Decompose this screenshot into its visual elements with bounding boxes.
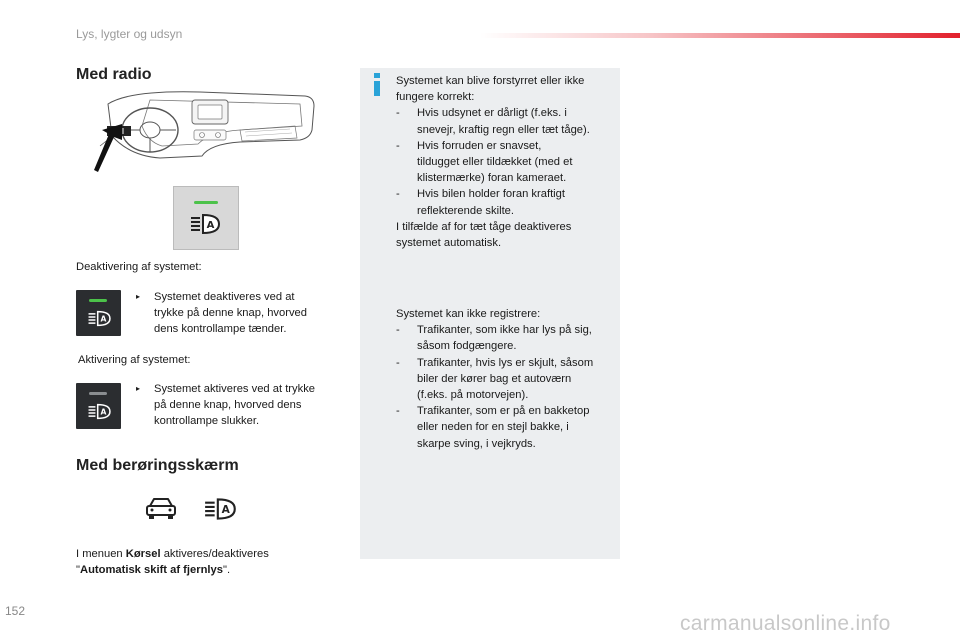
indicator-light-on [194,201,218,204]
high-beam-auto-icon [203,497,239,521]
panel-list-item: - Trafikanter, hvis lys er skjult, såsom biler der kører bag et autoværn (f.eks. på motorvejen). [396,356,594,402]
panel-paragraph: Systemet kan ikke registrere: [396,308,541,320]
activate-instruction: ▸ Systemet aktiveres ved at trykke på denne knap, hvorved dens kontrollampe slukker. [136,383,316,428]
deactivation-label: Deaktivering af systemet: [76,261,202,273]
info-icon [372,73,382,97]
indicator-light-off [89,392,107,395]
button-tile-deactivate [76,290,121,336]
panel-list-item: - Hvis bilen holder foran kraftigt reflekterende skilte. [396,188,565,217]
heading-radio: Med radio [76,66,152,83]
menu-instruction: I menuen Kørsel aktiveres/deaktiveres "Automatisk skift af fjernlys". [76,548,269,577]
button-tile-activate [76,383,121,429]
page-number: 152 [5,604,26,618]
button-tile-large [173,186,239,250]
panel-list-item: - Trafikanter, som ikke har lys på sig, såsom fodgængere. [396,324,592,353]
svg-text:A: A [221,504,230,517]
panel-list-item: - Hvis udsynet er dårligt (f.eks. i snevejr, kraftig regn eller tæt tåge). [396,107,590,136]
indicator-light-on [89,299,107,302]
info-panel-text [396,73,618,251]
car-driving-icon [144,496,178,522]
deactivate-instruction: ▸ Systemet deaktiveres ved at trykke på denne knap, hvorved dens kontrollampe tænder. [136,291,307,336]
bullet-marker: ▸ [136,384,141,393]
svg-text:A: A [206,220,215,231]
pointer-arrow-icon [92,124,126,174]
header-accent-bar [480,33,960,38]
bullet-marker: ▸ [136,292,141,301]
activation-label: Aktivering af systemet: [78,354,191,366]
running-header: Lys, lygter og udsyn [76,27,183,41]
panel-list-item: - Trafikanter, som er på en bakketop eller neden for en stejl bakke, i skarpe sving, i vejkryds. [396,405,590,450]
watermark-brand: carmanualsonline.info [680,612,891,635]
high-beam-auto-icon [87,310,113,327]
svg-text:A: A [100,314,107,324]
high-beam-auto-icon [189,213,223,235]
heading-touchscreen: Med berøringsskærm [76,457,239,474]
high-beam-auto-icon [87,403,113,420]
panel-list-item: - Hvis forruden er snavset, tildugget eller tildækket (med et klistermærke) foran kameraet. [396,139,573,185]
panel-paragraph: I tilfælde af for tæt tåge deaktiveres systemet automatisk. [396,220,572,250]
info-panel-text-2 [396,306,618,452]
panel-paragraph: Systemet kan blive forstyrret eller ikke fungere korrekt: [396,75,585,104]
svg-text:A: A [100,407,107,417]
